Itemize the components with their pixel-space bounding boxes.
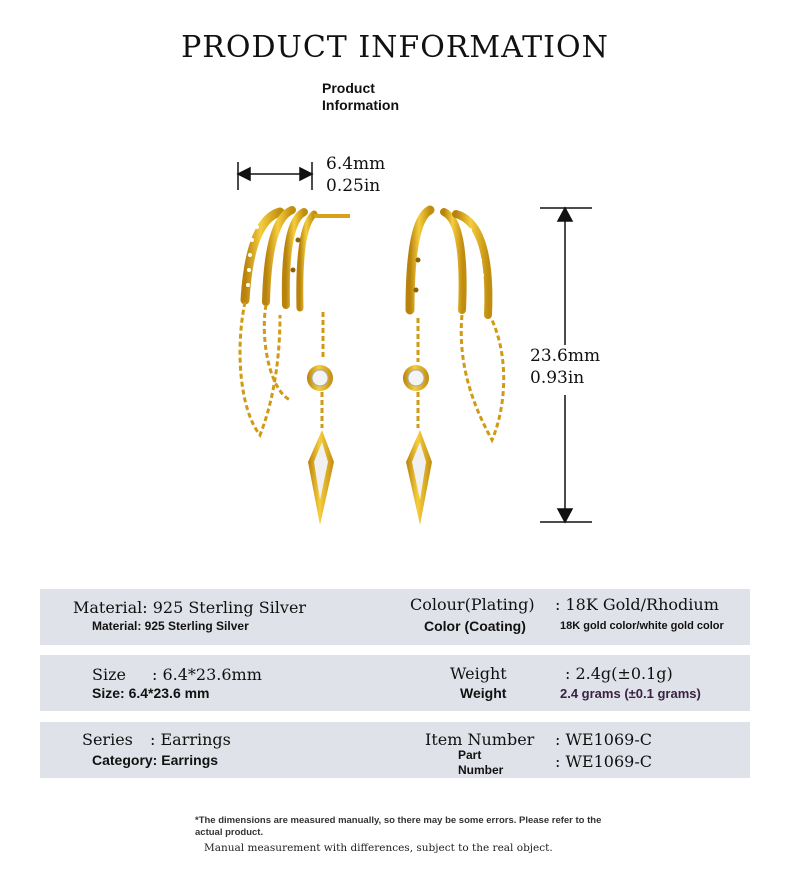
- size-value-serif: : 6.4*23.6mm: [152, 665, 262, 684]
- width-in: 0.25in: [326, 176, 381, 196]
- part-number-label: [458, 748, 503, 778]
- subtitle-line-1: Product: [322, 80, 375, 96]
- series-value-serif: : Earrings: [150, 730, 231, 749]
- weight-label-bold: Weight: [460, 685, 507, 701]
- item-value-serif: : WE1069-C: [555, 730, 652, 749]
- size-bold: Size: 6.4*23.6 mm: [92, 685, 210, 701]
- measurement-note-bold: *The dimensions are measured manually, so there may be some errors. Please refer to the actual product.: [195, 815, 602, 838]
- weight-value-serif: : 2.4g(±0.1g): [565, 664, 673, 683]
- colour-value-bold: 18K gold color/white gold color: [560, 620, 724, 632]
- category-bold: Category: Earrings: [92, 752, 219, 768]
- left-earring: [240, 210, 350, 525]
- page-subtitle: [322, 80, 399, 114]
- material-bold: Material: 925 Sterling Silver: [92, 619, 249, 633]
- weight-label-serif: Weight: [450, 664, 507, 683]
- material-serif: Material: 925 Sterling Silver: [73, 598, 307, 617]
- spec-row-series: [40, 722, 750, 778]
- length-dimension-label: [530, 345, 600, 389]
- item-label-serif: Item Number: [425, 730, 535, 749]
- series-label-serif: Series: [82, 730, 133, 749]
- length-mm: 23.6mm: [530, 346, 601, 366]
- weight-value-bold: 2.4 grams (±0.1 grams): [560, 686, 701, 701]
- width-dimension-arrow: [238, 162, 312, 190]
- right-earring: [403, 210, 504, 525]
- length-in: 0.93in: [530, 368, 585, 388]
- colour-label-bold: Color (Coating): [424, 618, 526, 634]
- part-label-line-1: Part: [458, 748, 482, 762]
- colour-value-serif: : 18K Gold/Rhodium: [555, 595, 719, 614]
- size-label-serif: Size: [92, 665, 126, 684]
- measurement-note-serif: Manual measurement with differences, subject to the real object.: [204, 842, 553, 854]
- spec-row-material: [40, 589, 750, 645]
- width-mm: 6.4mm: [326, 154, 386, 174]
- part-value-serif: : WE1069-C: [555, 752, 652, 771]
- page-title: PRODUCT INFORMATION: [181, 30, 609, 65]
- width-dimension-label: [326, 153, 385, 197]
- spec-row-size: [40, 655, 750, 711]
- colour-label-serif: Colour(Plating): [410, 595, 535, 614]
- part-label-line-2: Number: [458, 763, 504, 777]
- subtitle-line-2: Information: [322, 97, 399, 113]
